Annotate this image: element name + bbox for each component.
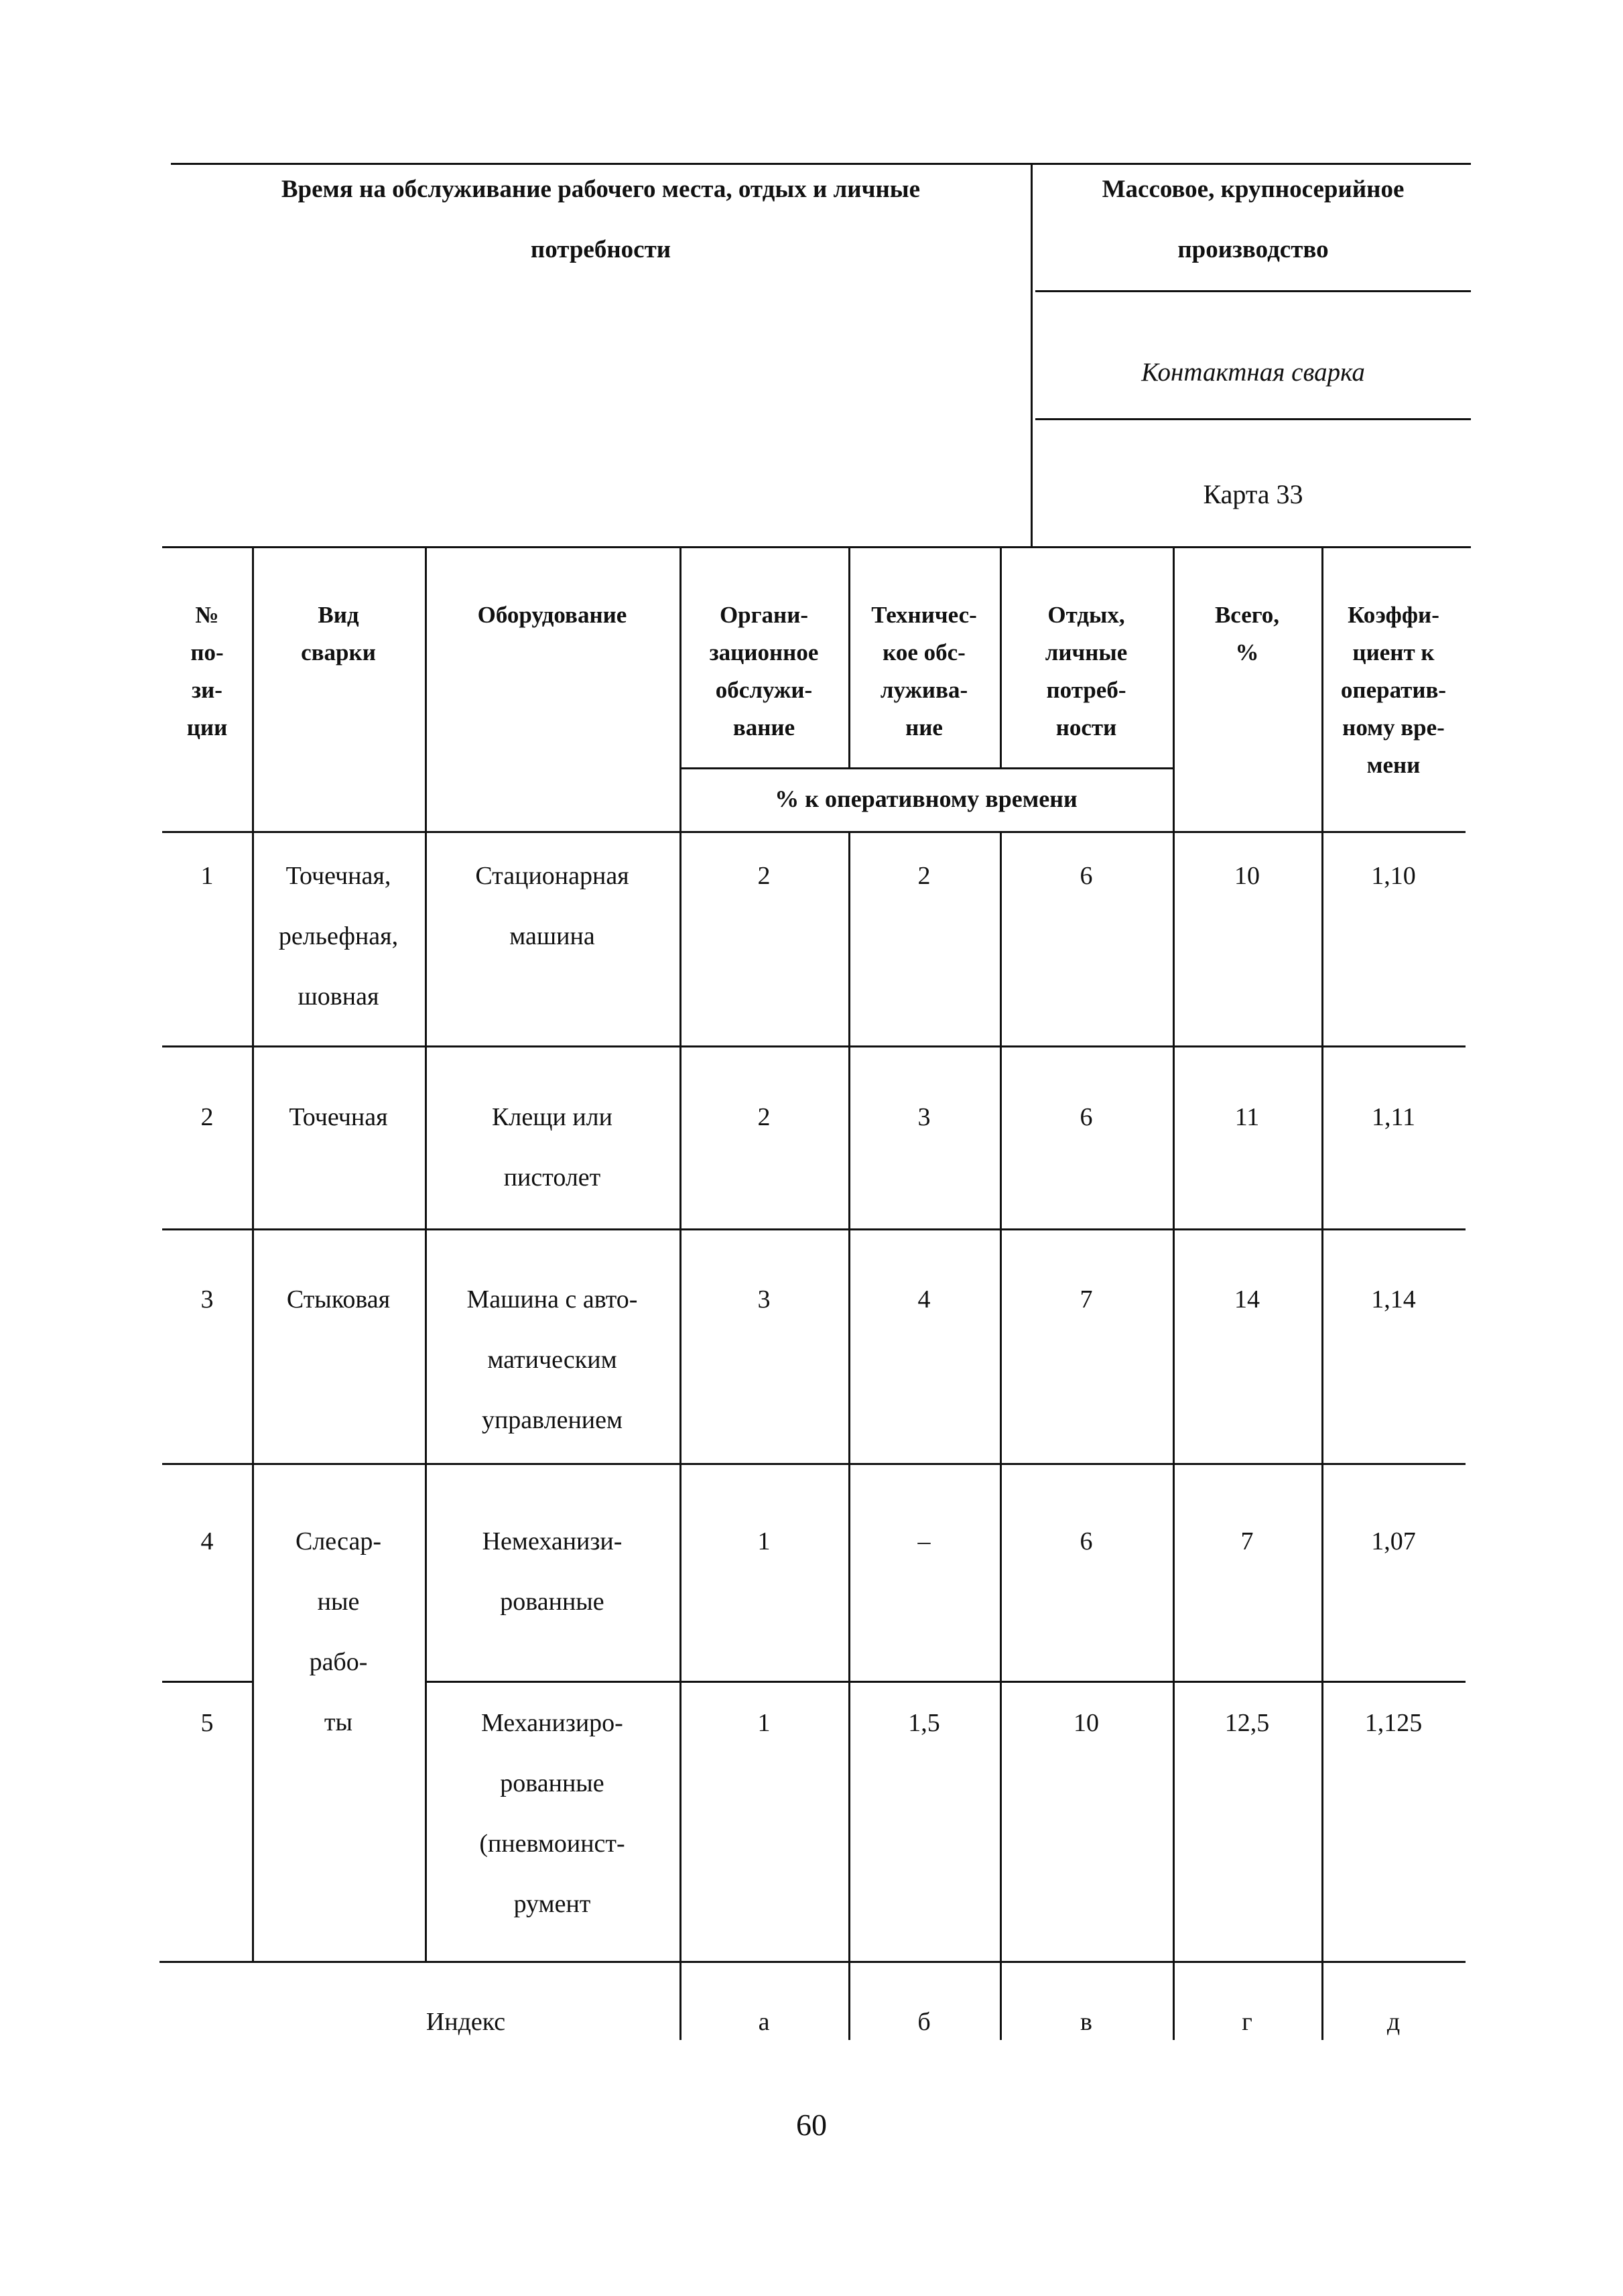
col-header-tech: Техничес- кое обс- лужива- ние	[871, 602, 977, 741]
col-line-4	[848, 831, 850, 2040]
row4-pos: 4	[200, 1527, 214, 1555]
row4-org: 1	[757, 1527, 771, 1555]
table-top-rule	[162, 546, 1471, 548]
row1-total: 10	[1234, 862, 1260, 890]
table-bottom-rule	[159, 1961, 1466, 1963]
header-title-line1: Время на обслуживание рабочего места, отдых и личные	[281, 176, 921, 203]
header-divider	[1031, 163, 1033, 547]
row2-pos: 2	[200, 1103, 214, 1131]
row1-bottom-rule	[162, 1045, 1466, 1047]
process-subtitle: Контактная сварка	[1141, 358, 1365, 387]
row4-rest: 6	[1080, 1527, 1093, 1555]
row1-tech: 2	[917, 862, 931, 890]
row2-coef: 1,11	[1371, 1103, 1416, 1131]
row3-tech: 4	[917, 1285, 931, 1314]
col-header-weld-type: Вид сварки	[301, 602, 376, 665]
index-total: г	[1242, 2008, 1252, 2036]
row3-weld-type: Стыковая	[286, 1285, 391, 1314]
index-rest: в	[1080, 2008, 1092, 2036]
row1-weld-type: Точечная, рельефная, шовная	[278, 862, 399, 1011]
row2-bottom-rule	[162, 1228, 1466, 1230]
index-label: Индекс	[426, 2008, 506, 2036]
subheader-rule	[681, 767, 1173, 769]
index-tech: б	[917, 2008, 931, 2036]
production-rule	[1035, 290, 1471, 292]
row3-coef: 1,14	[1371, 1285, 1416, 1314]
row1-org: 2	[757, 862, 771, 890]
row5-org: 1	[757, 1709, 771, 1737]
row3-rest: 7	[1080, 1285, 1093, 1314]
row2-equipment: Клещи или пистолет	[492, 1103, 612, 1192]
row5-pos: 5	[200, 1709, 214, 1737]
row4-tech: –	[917, 1527, 931, 1555]
header-title-line2: потребности	[530, 236, 671, 263]
row3-bottom-rule	[162, 1463, 1466, 1465]
row4-equipment: Немеханизи- рованные	[482, 1527, 623, 1616]
page-number: 60	[796, 2108, 827, 2142]
row3-equipment: Машина с авто- матическим управлением	[466, 1285, 638, 1434]
col-header-total: Всего, %	[1214, 602, 1280, 665]
row5-equipment: Механизиро- рованные (пневмоинст- румент	[479, 1709, 625, 1918]
subtitle-rule	[1035, 418, 1471, 420]
row5-total: 12,5	[1224, 1709, 1270, 1737]
row5-coef: 1,125	[1364, 1709, 1423, 1737]
col-subheader-percent: % к оперативному времени	[775, 785, 1078, 812]
row2-weld-type: Точечная	[289, 1103, 388, 1131]
row2-org: 2	[757, 1103, 771, 1131]
index-coef: д	[1386, 2008, 1401, 2036]
row5-rest: 10	[1074, 1709, 1099, 1737]
col-header-rest: Отдых, личные потреб- ности	[1045, 602, 1128, 741]
row5-tech: 1,5	[908, 1709, 940, 1737]
index-org: а	[758, 2008, 770, 2036]
row3-pos: 3	[200, 1285, 214, 1314]
header-bottom-rule	[162, 831, 1466, 833]
row4-bottom-rule-pos	[162, 1681, 252, 1683]
row1-equipment: Стационарная машина	[475, 862, 629, 950]
col-header-coef: Коэффи- циент к оператив- ному вре- мени	[1340, 602, 1447, 778]
col-header-equipment: Оборудование	[477, 602, 627, 628]
row4-coef: 1,07	[1371, 1527, 1416, 1555]
row1-rest: 6	[1080, 862, 1093, 890]
col-header-org: Органи- зационное обслужи- вание	[709, 602, 819, 741]
col-header-pos: № по- зи- ции	[186, 602, 228, 741]
col-line-5	[1000, 831, 1002, 2040]
top-rule	[171, 163, 1471, 165]
row3-total: 14	[1234, 1285, 1260, 1314]
row2-tech: 3	[917, 1103, 931, 1131]
row4-total: 7	[1240, 1527, 1254, 1555]
row3-org: 3	[757, 1285, 771, 1314]
row2-total: 11	[1234, 1103, 1260, 1131]
row1-pos: 1	[200, 862, 214, 890]
row4-bottom-rule	[425, 1681, 1466, 1683]
card-number: Карта 33	[1203, 479, 1303, 509]
row1-coef: 1,10	[1371, 862, 1416, 890]
row2-rest: 6	[1080, 1103, 1093, 1131]
production-line2: производство	[1177, 236, 1329, 263]
row4-weld-type: Слесар- ные рабо- ты	[296, 1527, 381, 1736]
production-line1: Массовое, крупносерийное	[1102, 176, 1405, 203]
